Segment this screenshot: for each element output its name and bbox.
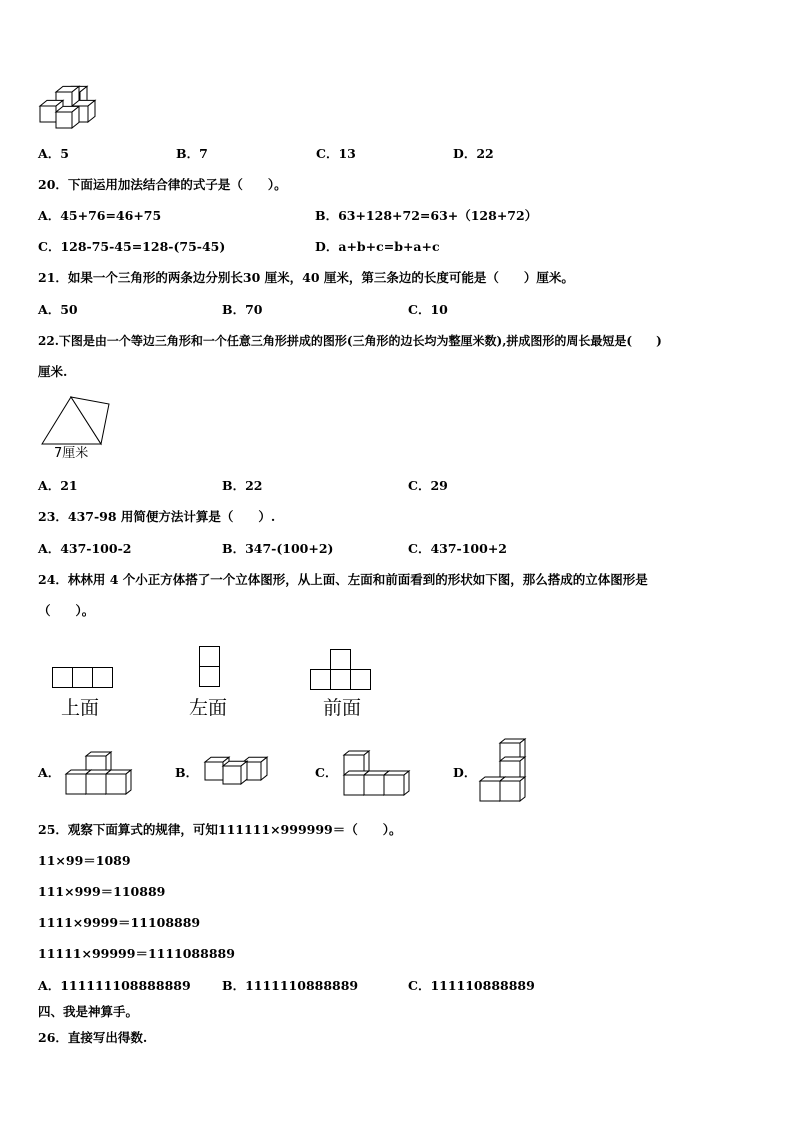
q21-option-b[interactable]: B．70	[222, 302, 263, 317]
q25-line-1: 11×99＝1089	[38, 853, 131, 868]
q23-stem: 23．437-98 用简便方法计算是（ ）.	[38, 509, 276, 524]
q22-option-b[interactable]: B．22	[222, 478, 263, 493]
cube-face	[344, 775, 364, 795]
q24-option-d-figure[interactable]	[479, 737, 527, 803]
q22-option-c[interactable]: C．29	[408, 478, 448, 493]
cube-face	[404, 771, 409, 795]
cube-face	[364, 775, 384, 795]
cube-face	[384, 775, 404, 795]
q25-option-b[interactable]: B．1111110888889	[222, 978, 359, 993]
q25-option-c[interactable]: C．111110888889	[408, 978, 535, 993]
q24-top-view	[52, 667, 114, 689]
q24-option-d[interactable]: D．	[453, 765, 477, 780]
q22-stem-line1: 22.下图是由一个等边三角形和一个任意三角形拼成的图形(三角形的边长均为整厘米数),拼成图形的周长最短是( )	[38, 334, 662, 348]
q21-stem: 21．如果一个三角形的两条边分别长30 厘米，40 厘米，第三条边的长度可能是（ ）厘米。	[38, 270, 574, 285]
q22-figure-label: 7厘米	[54, 446, 89, 461]
q22-triangle-figure	[40, 396, 112, 446]
q25-option-a[interactable]: A．111111108888889	[38, 978, 191, 993]
q25-line-2: 111×999＝110889	[38, 884, 166, 899]
cube-face	[40, 106, 56, 122]
q20-stem: 20．下面运用加法结合律的式子是（ ）。	[38, 177, 287, 192]
cube-face	[205, 762, 223, 780]
q24-stem-line2: （ ）。	[38, 603, 95, 618]
q24-front-view	[310, 649, 372, 691]
cube-face	[56, 112, 72, 128]
cube-face	[106, 774, 126, 794]
cube-face	[480, 781, 500, 801]
q25-line-4: 11111×99999＝1111088889	[38, 946, 235, 961]
cube-face	[520, 777, 525, 801]
q23-option-a[interactable]: A．437-100-2	[38, 541, 132, 556]
q20-option-b[interactable]: B．63+128+72=63+（128+72）	[315, 208, 538, 223]
q24-top-view-label: 上面	[61, 697, 100, 719]
q20-option-c[interactable]: C．128-75-45=128-(75-45)	[38, 239, 226, 254]
q21-option-c[interactable]: C．10	[408, 302, 448, 317]
q26-stem: 26．直接写出得数.	[38, 1030, 148, 1045]
q24-option-a-figure[interactable]	[64, 750, 132, 796]
q21-option-a[interactable]: A．50	[38, 302, 78, 317]
q24-option-c[interactable]: C．	[315, 765, 338, 780]
q25-stem: 25．观察下面算式的规律，可知111111×999999＝（ ）。	[38, 822, 402, 837]
q23-option-c[interactable]: C．437-100+2	[408, 541, 507, 556]
q24-option-c-figure[interactable]	[342, 751, 410, 797]
q20-option-a[interactable]: A．45+76=46+75	[38, 208, 162, 223]
q20-option-d[interactable]: D．a+b+c=b+a+c	[315, 239, 440, 254]
cube-face	[66, 774, 86, 794]
q24-option-b[interactable]: B．	[175, 765, 199, 780]
q19-option-d[interactable]: D．22	[453, 146, 494, 161]
q22-option-a[interactable]: A．21	[38, 478, 78, 493]
cube-face	[86, 774, 106, 794]
cube-face	[126, 770, 131, 794]
q24-left-view	[199, 646, 221, 688]
cube-face	[223, 766, 241, 784]
q24-front-view-label: 前面	[323, 697, 362, 719]
section-4-title: 四、我是神算手。	[38, 1004, 139, 1019]
q19-option-b[interactable]: B．7	[176, 146, 208, 161]
q25-line-3: 1111×9999＝11108889	[38, 915, 201, 930]
q24-stem-line1: 24．林林用 4 个小正方体搭了一个立体图形，从上面、左面和前面看到的形状如下图，那么搭成的立体图形是	[38, 572, 648, 587]
q22-stem-line2: 厘米.	[38, 364, 68, 379]
q24-option-b-figure[interactable]	[203, 756, 273, 788]
q19-option-a[interactable]: A．5	[38, 146, 69, 161]
q23-option-b[interactable]: B．347-(100+2)	[222, 541, 334, 556]
q19-cube-figure	[36, 80, 100, 132]
q24-left-view-label: 左面	[189, 697, 228, 719]
cube-face	[500, 781, 520, 801]
q24-option-a[interactable]: A．	[38, 765, 61, 780]
q19-option-c[interactable]: C．13	[316, 146, 356, 161]
